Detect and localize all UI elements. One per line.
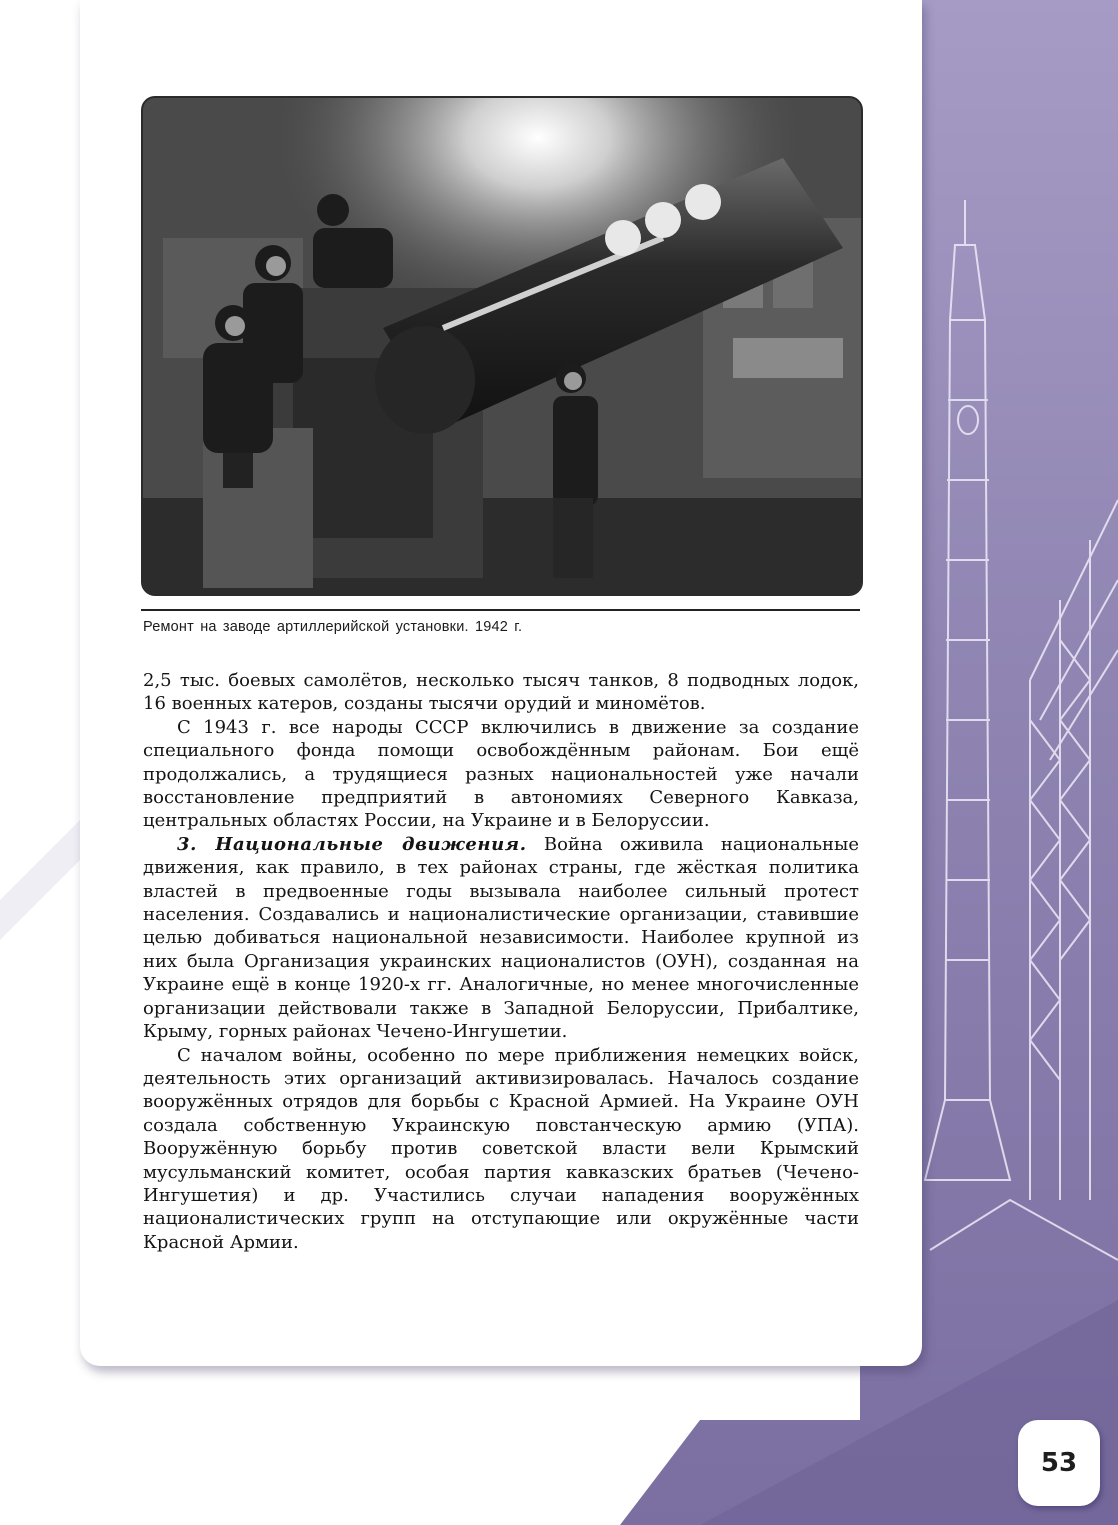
figure-caption: Ремонт на заводе артиллерийской установки. 1942 г. <box>143 619 523 635</box>
section-heading: 3. Национальные движения. <box>177 833 527 855</box>
paragraph-2: С 1943 г. все народы СССР включились в движение за создание специального фонда помощи освобождённым районам. Бои ещё продолжались, а трудящиеся разных национальностей уже начали восстановление предприятий в автономиях Северного Кавказа, центральных областях России, на Украине и в Белоруссии. <box>143 716 859 832</box>
paragraph-1: 2,5 тыс. боевых самолётов, несколько тысяч танков, 8 подводных лодок, 16 военных катеров, созданы тысячи орудий и миномётов. <box>143 670 859 715</box>
caption-divider <box>141 609 860 611</box>
paragraph-3-text: Война оживила национальные движения, как правило, в тех районах страны, где жёсткая политика властей в предвоенные годы вызывала наиболее сильный протест населения. Создавались и националистические организации, ставившие целью добиваться национальной независимости. Наиболее крупной из них была Организация украинских националистов (ОУН), созданная на Украине ещё в конце 1920-х гг. Аналогичные, но менее многочисленные организации действовали также в Западной Белоруссии, Прибалтике, Крыму, горных районах Чечено-Ингушетии. <box>143 833 859 1043</box>
body-text <box>143 669 859 1254</box>
factory-photo <box>141 96 863 596</box>
paragraph-3 <box>143 833 859 1044</box>
page-number: 53 <box>1018 1420 1100 1506</box>
paragraph-4: С началом войны, особенно по мере приближения немецких войск, деятельность этих организаций активизировалась. Началось создание вооружённых отрядов для борьбы с Красной Армией. На Украине ОУН создала собственную Украинскую повстанческую армию (УПА). Вооружённую борьбу против советской власти вели Крымский мусульманский комитет, особая партия кавказских братьев (Чечено-Ингушетия) и др. Участились случаи нападения вооружённых националистических групп на отступающие или окружённые части Красной Армии. <box>143 1044 859 1253</box>
